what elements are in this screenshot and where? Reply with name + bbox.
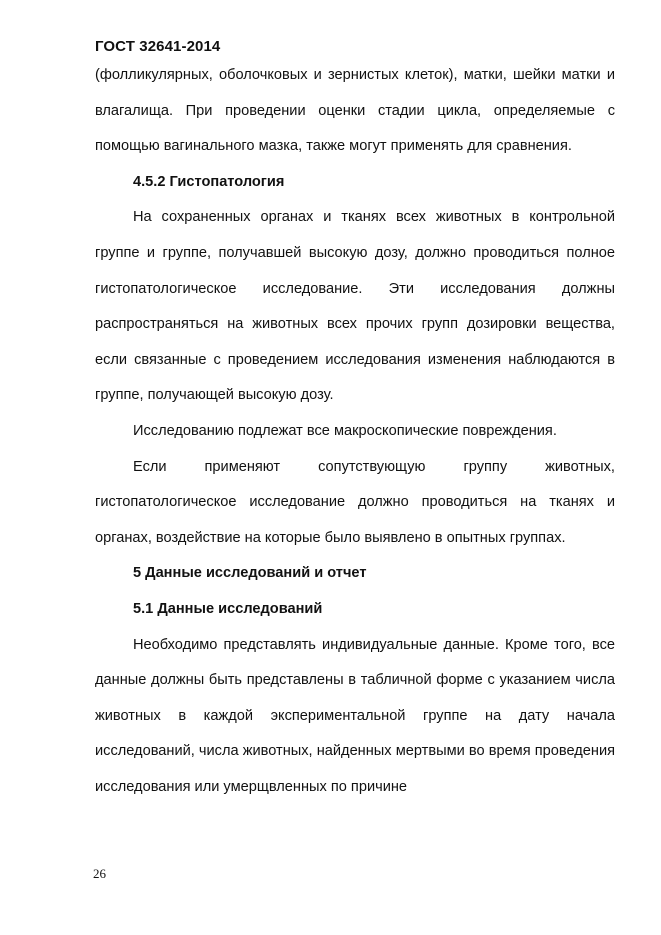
paragraph-satellite-group: Если применяют сопутствующую группу животных, гистопатологическое исследование должно проводиться на тканях и органах, воздействие на которые было выявлено в опытных группах. [95, 458, 615, 546]
paragraph-macroscopic-lesions: Исследованию подлежат все макроскопические повреждения. [133, 422, 557, 439]
paragraph-study-data: Необходимо представлять индивидуальные данные. Кроме того, все данные должны быть представлены в табличной форме с указанием числа животных в каждой экспериментальной группе на дату начала исследований, числа животных, найденных мертвыми во время проведения исследования или умерщвленных по причине [95, 636, 615, 795]
page-body [95, 58, 615, 805]
section-heading-4-5-2: 4.5.2 Гистопатология [133, 173, 285, 190]
document-code-header: ГОСТ 32641-2014 [95, 38, 221, 55]
paragraph-histopathology-scope: На сохраненных органах и тканях всех животных в контрольной группе и группе, получавшей высокую дозу, должно проводиться полное гистопатологическое исследование. Эти исследования должны распространяться на животных всех прочих групп дозировки вещества, если связанные с проведением исследования изменения наблюдаются в группе, получающей высокую дозу. [95, 209, 615, 404]
page-number: 26 [93, 866, 106, 881]
continuation-paragraph: (фолликулярных, оболочковых и зернистых клеток), матки, шейки матки и влагалища. При проведении оценки стадии цикла, определяемые с помощью вагинального мазка, также могут применять для сравнения. [95, 67, 615, 155]
section-heading-5: 5 Данные исследований и отчет [133, 565, 367, 582]
section-heading-5-1: 5.1 Данные исследований [133, 600, 323, 617]
